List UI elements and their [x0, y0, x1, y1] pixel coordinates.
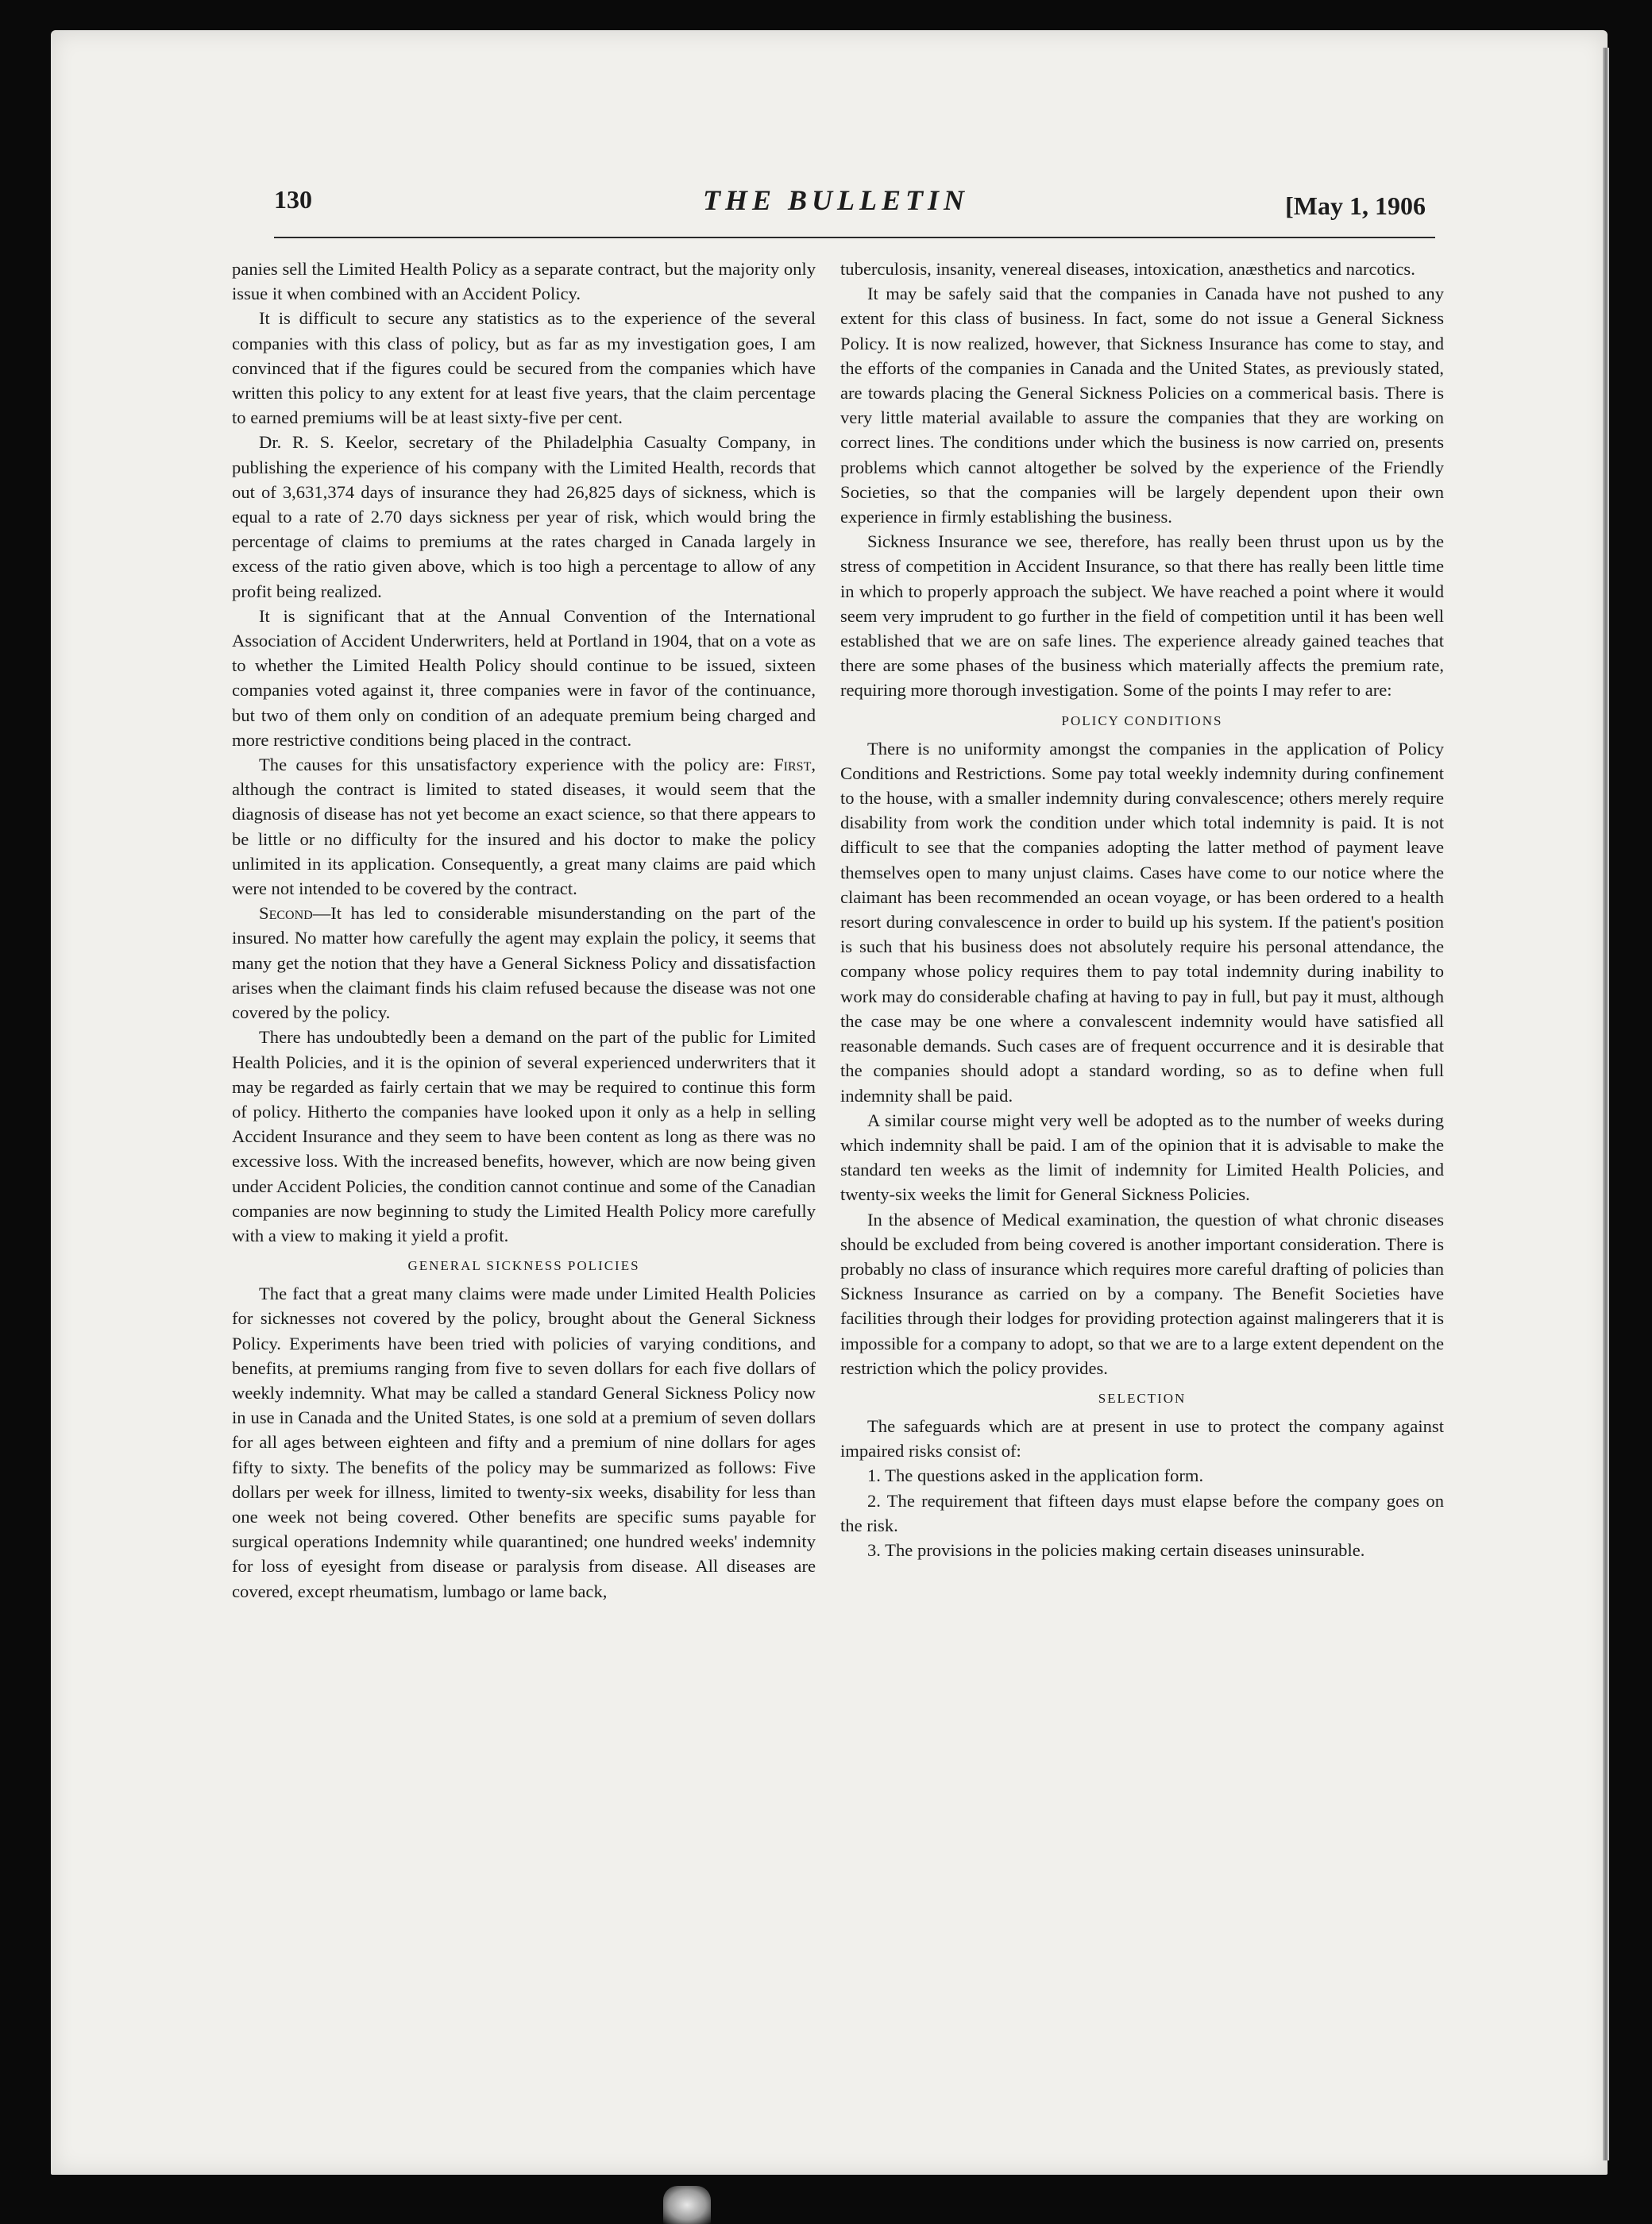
binding-spine [663, 2186, 711, 2224]
enumeration-second: Second [259, 903, 313, 924]
paragraph: There is no uniformity amongst the companies in the application of Policy Conditions and Restrictions. Some pay total weekly indemnity during confinement to the house, with a smaller indemnity during convalescence; others merely require disability from work the condition under which total indemnity is paid. It is not difficult to see that the companies adopting the latter method of payment leave themselves open to many unjust claims. Cases have come to our notice where the claimant has been recommended an ocean voyage, or has been ordered to a health resort during convalescence in order to build up his system. If the patient's position is such that his business does not absolutely require his personal attendance, the company whose policy requires them to pay total indemnity during inability to work may do considerable chafing at having to pay in full, but pay it must, although the case may be one where a convalescent indemnity would have satisfied all reasonable demands. Such cases are of frequent occurrence and it is desirable that the companies should adopt a standard wording, so as to define when full indemnity shall be paid. [840, 738, 1444, 1106]
page-number: 130 [274, 185, 312, 214]
paragraph: The fact that a great many claims were made under Limited Health Policies for sicknesses not covered by the policy, brought about the General Sickness Policy. Experiments have been tried with policies of varying conditions, and benefits, at premiums ranging from five to seven dollars for each five dollars of weekly indemnity. What may be called a standard General Sickness Policy now in use in Canada and the United States, is one sold at a premium of seven dollars for all ages between eighteen and fifty and a premium of nine dollars for ages fifty to sixty. The benefits of the policy may be summarized as follows: Five dollars per week for illness, limited to twenty-six weeks, disability for less than one week not being covered. Other benefits are specific sums payable for surgical operations Indemnity while quarantined; one hundred weeks' indemnity for loss of eyesight from disease or paralysis from disease. All diseases are covered, except rheumatism, lumbago or lame back, [232, 1284, 816, 1601]
section-heading: POLICY CONDITIONS [1061, 712, 1223, 728]
page-header [274, 179, 1434, 234]
paragraph-text: The causes for this unsatisfactory experience with the policy are: [259, 755, 765, 775]
paragraph: Dr. R. S. Keelor, secretary of the Philadelphia Casualty Company, in publishing the experience of his company with the Limited Health, records that out of 3,631,374 days of insurance they had 26,825 days of sickness, which is equal to a rate of 2.70 days sickness per year of risk, which would bring the percentage of claims to premiums at the rates charged in Canada largely in excess of the ratio given above, which is too high a percentage to allow of any profit being realized. [232, 432, 816, 601]
paragraph: In the absence of Medical examination, the question of what chronic diseases should be excluded from being covered is another important consideration. There is probably no class of insurance which requires more careful drafting of policies than Sickness Insurance as carried on by a company. The Benefit Societies have facilities through their lodges for providing protection against malingerers that it is impossible for a company to adopt, so that we are to a large extent dependent on the restriction which the policy provides. [840, 1209, 1444, 1378]
enumeration-first: First, [774, 755, 816, 775]
page-edge [1603, 48, 1609, 2160]
issue-date: [May 1, 1906 [1285, 191, 1426, 220]
paragraph: tuberculosis, insanity, venereal diseases, intoxication, anæsthetics and narcotics. [840, 259, 1415, 279]
paragraph: It is difficult to secure any statistics as to the experience of the several companies with this class of policy, but as far as my investigation goes, I am convinced that if the figures could be secured from the companies which have written this policy to any extent for at least five years, that the claim percentage to earned premiums will be at least sixty-five per cent. [232, 308, 816, 428]
section-heading: SELECTION [1098, 1390, 1187, 1406]
paragraph: There has undoubtedly been a demand on the part of the public for Limited Health Policies, and it is the opinion of several experienced underwriters that it may be regarded as fairly certain that we may be required to continue this form of policy. Hitherto the companies have looked upon it only as a help in selling Accident Insurance and they seem to have been content as long as there was no excessive loss. With the increased benefits, however, which are now being given under Accident Policies, the condition cannot continue and some of the Canadian companies are now beginning to study the Limited Health Policy more carefully with a view to making it yield a profit. [232, 1027, 816, 1245]
paragraph: A similar course might very well be adopted as to the number of weeks during which indemnity shall be paid. I am of the opinion that it is advisable to make the standard ten weeks as the limit of indemnity for Limited Health Policies, and twenty-six weeks the limit for General Sickness Policies. [840, 1110, 1444, 1205]
list-item: 3. The provisions in the policies making certain diseases uninsurable. [867, 1539, 1365, 1560]
paragraph-text: although the contract is limited to stated diseases, it would seem that the diagnosis of disease has not yet become an exact science, so that there appears to be little or no difficulty for the insured and his doctor to make the policy unlimited in its application. Consequently, a great many claims are paid which were not intended to be covered by the contract. [232, 779, 816, 899]
paragraph: Sickness Insurance we see, therefore, has really been thrust upon us by the stress of competition in Accident Insurance, so that there has really been little time in which to properly approach the subject. We have reached a point where it would seem very imprudent to go further in the field of competition until it has been well established that we are on safe lines. The experience already gained teaches that there are some phases of the business which materially affects the premium rate, requiring more thorough investigation. Some of the points I may refer to are: [840, 531, 1444, 701]
paragraph: It is significant that at the Annual Convention of the International Association of Accident Underwriters, held at Portland in 1904, that on a vote as to whether the Limited Health Policy should continue to be issued, sixteen companies voted against it, three companies were in favor of the continuance, but two of them only on condition of an adequate premium being charged and more restrictive conditions being placed in the contract. [232, 605, 816, 750]
paragraph [232, 752, 816, 901]
list-item: 2. The requirement that fifteen days must elapse before the company goes on the risk. [840, 1490, 1444, 1535]
section-heading: GENERAL SICKNESS POLICIES [407, 1258, 640, 1274]
paragraph [232, 901, 816, 1025]
header-rule [274, 237, 1435, 238]
right-column [840, 257, 1444, 1562]
left-column [232, 257, 816, 1604]
paragraph: panies sell the Limited Health Policy as a separate contract, but the majority only issue it when combined with an Accident Policy. [232, 259, 816, 304]
paragraph-text: —It has led to considerable misunderstanding on the part of the insured. No matter how carefully the agent may explain the policy, it seems that many get the notion that they have a General Sickness Policy and dissatisfaction arises when the claimant finds his claim refused because the disease was not one covered by the policy. [232, 903, 816, 1023]
paragraph: The safeguards which are at present in use to protect the company against impaired risks consist of: [840, 1415, 1444, 1461]
list-item: 1. The questions asked in the application form. [867, 1465, 1204, 1486]
journal-title: THE BULLETIN [703, 184, 970, 216]
paragraph: It may be safely said that the companies in Canada have not pushed to any extent for this class of business. In fact, some do not issue a General Sickness Policy. It is now realized, however, that Sickness Insurance has come to stay, and the efforts of the companies in Canada and the United States, as previously stated, are towards placing the General Sickness Policies on a commerical basis. There is very little material available to assure the companies that they are working on correct lines. The conditions under which the business is now carried on, presents problems which cannot altogether be solved by the experience of the Friendly Societies, so that the companies will be largely dependent upon their own experience in firmly establishing the business. [840, 284, 1444, 527]
